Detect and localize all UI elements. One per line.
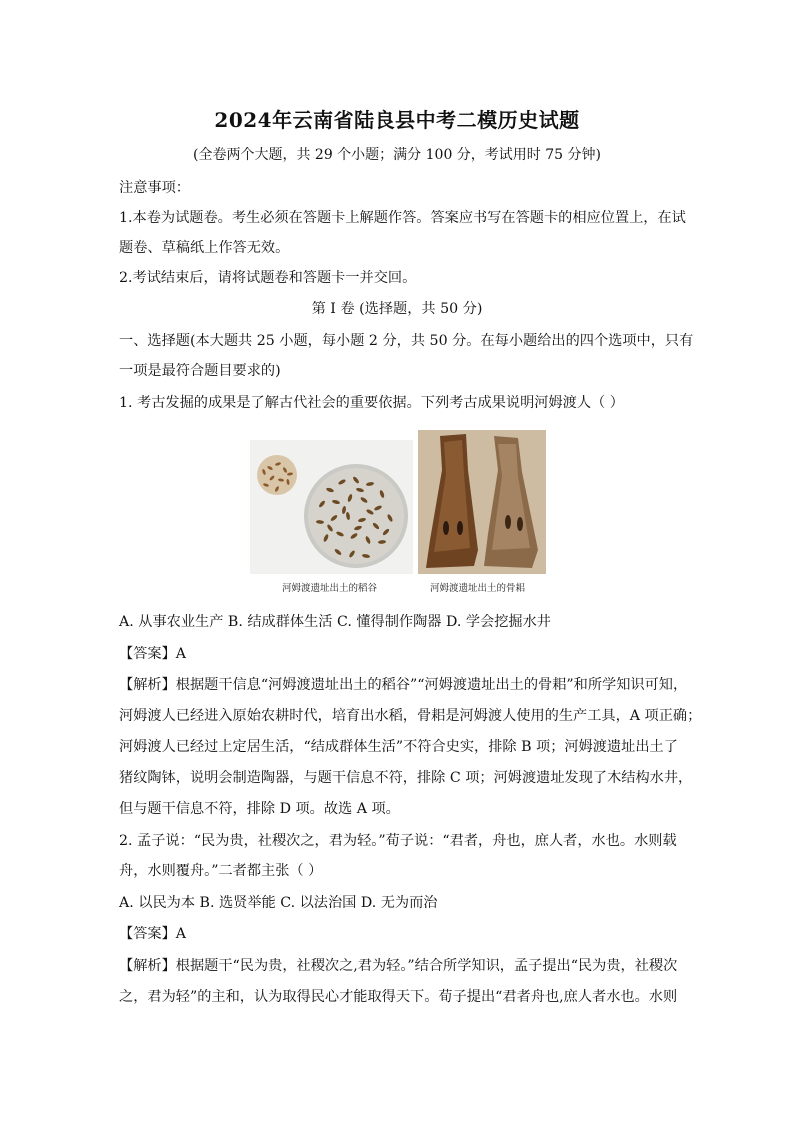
caption-bone-spade: 河姆渡遗址出土的骨耜	[430, 583, 526, 594]
bone-spade-illustration	[418, 430, 546, 574]
section-intro-line-2: 一项是最符合题目要求的)	[119, 363, 281, 379]
question-1-stem: 1. 考古发掘的成果是了解古代社会的重要依据。下列考古成果说明河姆渡人（ ）	[119, 395, 624, 411]
notes-item-1-line-1: 1.本卷为试题卷。考生必须在答题卡上解题作答。答案应书写在答题卡的相应位置上，在试	[119, 210, 686, 226]
section-intro-line-1: 一、选择题(本大题共 25 小题，每小题 2 分，共 50 分。在每小题给出的四个选项中，只有	[119, 333, 694, 349]
caption-rice: 河姆渡遗址出土的稻谷	[282, 583, 378, 594]
rice-grains-illustration	[250, 440, 413, 574]
question-2-answer: 【答案】A	[119, 926, 186, 942]
question-1-analysis-line-3: 河姆渡人已经过上定居生活，“结成群体生活”不符合史实，排除 B 项；河姆渡遗址出土了	[119, 739, 678, 755]
question-1-analysis-line-2: 河姆渡人已经进入原始农耕时代，培育出水稻，骨耜是河姆渡人使用的生产工具，A 项正确；	[119, 708, 702, 724]
notes-item-2: 2.考试结束后，请将试题卷和答题卡一并交回。	[119, 270, 417, 286]
question-2-options: A. 以民为本 B. 选贤举能 C. 以法治国 D. 无为而治	[119, 895, 438, 911]
page-subtitle: (全卷两个大题，共 29 个小题；满分 100 分，考试用时 75 分钟)	[193, 147, 601, 163]
question-1-answer: 【答案】A	[119, 646, 186, 662]
question-1-analysis-line-5: 但与题干信息不符，排除 D 项。故选 A 项。	[119, 801, 400, 817]
question-1-analysis-line-1: 【解析】根据题干信息“河姆渡遗址出土的稻谷”“河姆渡遗址出土的骨耜”和所学知识可知，	[119, 677, 688, 693]
notes-item-1-line-2: 题卷、草稿纸上作答无效。	[119, 240, 290, 256]
bone-spade-photo	[418, 430, 546, 574]
question-1-analysis-line-4: 猪纹陶钵，说明会制造陶器，与题干信息不符，排除 C 项；河姆渡遗址发现了木结构水井，	[119, 770, 693, 786]
question-2-analysis-line-1: 【解析】根据题干“民为贵，社稷次之,君为轻。”结合所学知识，孟子提出“民为贵，社稷次	[119, 958, 678, 974]
page-title: 2024年云南省陆良县中考二模历史试题	[214, 108, 580, 132]
notes-heading: 注意事项：	[119, 180, 190, 196]
question-1-options: A. 从事农业生产 B. 结成群体生活 C. 懂得制作陶器 D. 学会挖掘水井	[119, 614, 551, 630]
question-2-stem-line-1: 2. 孟子说：“民为贵，社稷次之，君为轻。”荀子说：“君者，舟也，庶人者，水也。水则载	[119, 833, 677, 849]
question-1-figure	[250, 430, 550, 600]
section-title: 第 I 卷 (选择题，共 50 分)	[311, 301, 483, 317]
question-2-analysis-line-2: 之，君为轻”的主和，认为取得民心才能取得天下。荀子提出“君者舟也,庶人者水也。水则	[119, 989, 678, 1005]
question-2-stem-line-2: 舟，水则覆舟。”二者都主张（ ）	[119, 863, 323, 879]
rice-grains-photo	[250, 440, 413, 574]
